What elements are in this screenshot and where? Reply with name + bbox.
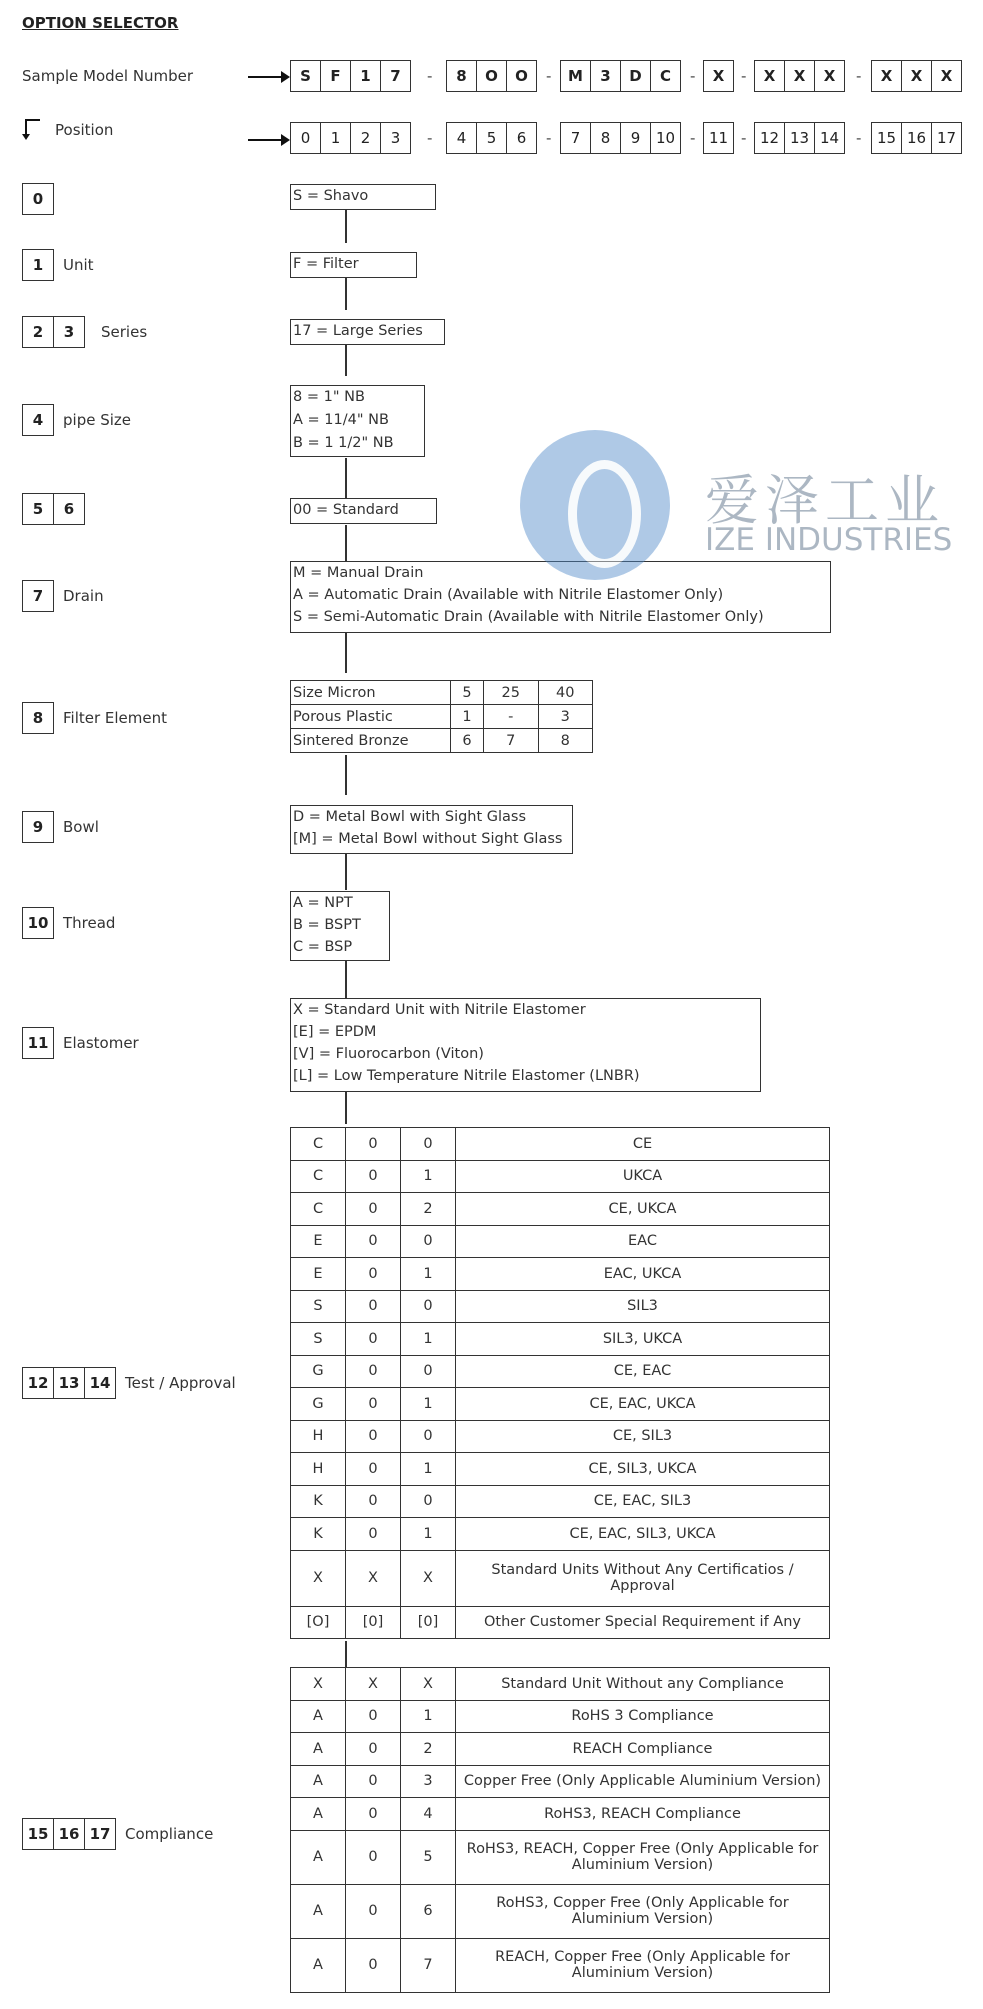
position-number: 17 xyxy=(89,1825,111,1843)
page-title: OPTION SELECTOR xyxy=(22,14,179,32)
table-cell: H xyxy=(291,1453,346,1486)
compliance-table xyxy=(290,1667,830,1993)
table-cell: 0 xyxy=(346,1765,401,1798)
table-row xyxy=(291,1485,830,1518)
code-cell: 7 xyxy=(561,123,591,153)
table-cell: EAC xyxy=(456,1225,830,1258)
option-line: D = Metal Bowl with Sight Glass xyxy=(293,809,527,825)
connector-line xyxy=(345,850,347,890)
table-cell: 0 xyxy=(346,1128,401,1161)
table-cell: 40 xyxy=(538,681,592,705)
table-cell: X xyxy=(291,1668,346,1701)
table-cell: 0 xyxy=(346,1290,401,1323)
position-10-label xyxy=(22,907,115,939)
code-cell: X xyxy=(902,61,932,91)
table-cell: 0 xyxy=(346,1193,401,1226)
connector-line xyxy=(345,960,347,998)
connector-line xyxy=(345,525,347,561)
separator-dash: - xyxy=(546,129,552,147)
table-cell: 0 xyxy=(401,1420,456,1453)
table-row xyxy=(291,1733,830,1766)
connector-line xyxy=(345,344,347,376)
table-cell: 1 xyxy=(401,1258,456,1291)
code-cell: X xyxy=(785,61,815,91)
separator-dash: - xyxy=(741,129,747,147)
code-group xyxy=(703,122,734,154)
table-row xyxy=(291,1290,830,1323)
table-cell: RoHS3, Copper Free (Only Applicable for Aluminium Version) xyxy=(456,1884,830,1938)
code-cell: 5 xyxy=(477,123,507,153)
code-group xyxy=(560,122,681,154)
separator-dash: - xyxy=(741,67,747,85)
table-cell: 0 xyxy=(346,1518,401,1551)
code-cell: X xyxy=(940,67,953,85)
code-group xyxy=(754,122,845,154)
table-cell: CE, EAC, UKCA xyxy=(456,1388,830,1421)
code-group xyxy=(871,60,962,92)
table-row xyxy=(291,1323,830,1356)
table-cell: - xyxy=(484,705,538,729)
table-cell: 0 xyxy=(401,1225,456,1258)
position-5-6-label xyxy=(22,493,85,525)
position-number: 5 xyxy=(23,494,54,524)
table-cell: 1 xyxy=(401,1323,456,1356)
code-cell: 8 xyxy=(591,123,621,153)
table-cell: S xyxy=(291,1323,346,1356)
table-cell: A xyxy=(291,1700,346,1733)
table-cell: 1 xyxy=(451,705,484,729)
option-line: 17 = Large Series xyxy=(293,323,423,339)
code-group xyxy=(560,60,681,92)
position-name: pipe Size xyxy=(63,411,131,429)
position-number: 1 xyxy=(32,256,44,274)
position-7-label xyxy=(22,580,104,612)
table-cell: E xyxy=(291,1225,346,1258)
table-cell: 2 xyxy=(401,1193,456,1226)
option-line: B = BSPT xyxy=(293,917,361,933)
code-cell: 14 xyxy=(819,129,840,147)
table-cell: 25 xyxy=(484,681,538,705)
option-line: B = 1 1/2" NB xyxy=(293,435,394,451)
separator-dash: - xyxy=(427,67,433,85)
position-12-14-label xyxy=(22,1367,236,1399)
code-cell: 10 xyxy=(655,129,676,147)
separator-dash: - xyxy=(427,129,433,147)
table-cell: UKCA xyxy=(456,1160,830,1193)
position-number: 8 xyxy=(32,709,44,727)
table-cell: X xyxy=(291,1550,346,1606)
table-cell: 4 xyxy=(401,1798,456,1831)
table-cell: 5 xyxy=(401,1830,456,1884)
table-cell: SIL3, UKCA xyxy=(456,1323,830,1356)
table-cell: 0 xyxy=(346,1830,401,1884)
position-number: 14 xyxy=(89,1374,111,1392)
shavo-option-box xyxy=(290,184,436,210)
position-number: 6 xyxy=(63,500,75,518)
connector-line xyxy=(345,458,347,500)
position-number: 13 xyxy=(54,1368,85,1398)
table-row xyxy=(291,1420,830,1453)
table-cell: 0 xyxy=(401,1128,456,1161)
table-row xyxy=(291,1606,830,1639)
table-row xyxy=(291,1830,830,1884)
code-cell: X xyxy=(872,61,902,91)
position-arrow-icon xyxy=(248,139,288,141)
table-cell: 0 xyxy=(401,1290,456,1323)
option-line: S = Shavo xyxy=(293,188,369,204)
code-group xyxy=(446,122,537,154)
code-cell: D xyxy=(621,61,651,91)
table-cell: Standard Unit Without any Compliance xyxy=(456,1668,830,1701)
position-8-label xyxy=(22,702,167,734)
table-cell: A xyxy=(291,1938,346,1992)
table-row xyxy=(291,1938,830,1992)
table-cell: SIL3 xyxy=(456,1290,830,1323)
bowl-option-box xyxy=(290,805,573,854)
option-line: [E] = EPDM xyxy=(293,1024,377,1040)
table-cell: S xyxy=(291,1290,346,1323)
table-cell: 1 xyxy=(401,1388,456,1421)
table-row xyxy=(291,1700,830,1733)
table-cell: Other Customer Special Requirement if Any xyxy=(456,1606,830,1639)
separator-dash: - xyxy=(546,67,552,85)
option-line: A = NPT xyxy=(293,895,353,911)
connector-line xyxy=(345,1092,347,1124)
position-name: Compliance xyxy=(125,1825,214,1843)
table-cell: A xyxy=(291,1884,346,1938)
table-cell: 0 xyxy=(346,1453,401,1486)
code-cell: 4 xyxy=(447,123,477,153)
position-number: 4 xyxy=(32,411,44,429)
code-cell: 3 xyxy=(591,61,621,91)
position-number: 12 xyxy=(23,1368,54,1398)
table-cell: CE, SIL3, UKCA xyxy=(456,1453,830,1486)
code-cell: 7 xyxy=(390,67,401,85)
elastomer-option-box xyxy=(290,998,761,1092)
table-cell: 6 xyxy=(401,1884,456,1938)
option-line: S = Semi-Automatic Drain (Available with Nitrile Elastomer Only) xyxy=(293,609,764,625)
table-row xyxy=(291,1225,830,1258)
table-cell: A xyxy=(291,1830,346,1884)
table-row xyxy=(291,1355,830,1388)
table-cell: Copper Free (Only Applicable Aluminium Version) xyxy=(456,1765,830,1798)
code-cell: M xyxy=(561,61,591,91)
table-cell: 0 xyxy=(346,1160,401,1193)
position-1-label xyxy=(22,249,94,281)
table-cell: 8 xyxy=(538,729,592,753)
table-cell: 0 xyxy=(346,1700,401,1733)
code-cell: X xyxy=(755,61,785,91)
option-line: X = Standard Unit with Nitrile Elastomer xyxy=(293,1002,586,1018)
position-label: Position xyxy=(55,121,114,139)
table-cell: K xyxy=(291,1485,346,1518)
position-number: 15 xyxy=(23,1819,54,1849)
table-cell: 0 xyxy=(346,1485,401,1518)
code-group xyxy=(871,122,962,154)
table-cell: CE, EAC xyxy=(456,1355,830,1388)
table-cell: 0 xyxy=(401,1485,456,1518)
option-line: A = 11/4" NB xyxy=(293,412,389,428)
position-corner-arrow-icon xyxy=(22,118,38,140)
position-9-label xyxy=(22,811,99,843)
table-cell: [O] xyxy=(291,1606,346,1639)
connector-line xyxy=(345,633,347,673)
code-cell: 17 xyxy=(936,129,957,147)
code-group xyxy=(446,60,537,92)
code-cell: 2 xyxy=(351,123,381,153)
watermark-en: IZE INDUSTRIES xyxy=(705,522,953,558)
option-line: F = Filter xyxy=(293,256,359,272)
table-cell: REACH Compliance xyxy=(456,1733,830,1766)
code-cell: O xyxy=(515,67,528,85)
table-row xyxy=(291,1453,830,1486)
table-cell: G xyxy=(291,1355,346,1388)
code-cell: 9 xyxy=(621,123,651,153)
option-line: 8 = 1" NB xyxy=(293,389,365,405)
table-row xyxy=(291,1550,830,1606)
option-line: 00 = Standard xyxy=(293,502,399,518)
position-number: 2 xyxy=(23,317,54,347)
option-line: [L] = Low Temperature Nitrile Elastomer (LNBR) xyxy=(293,1068,640,1084)
position-0-label xyxy=(22,183,54,215)
sample-arrow-icon xyxy=(248,76,288,78)
connector-line xyxy=(345,210,347,243)
position-11-label xyxy=(22,1027,139,1059)
table-row xyxy=(291,681,593,705)
position-number: 9 xyxy=(32,818,44,836)
code-cell: S xyxy=(291,61,321,91)
option-line: A = Automatic Drain (Available with Nitrile Elastomer Only) xyxy=(293,587,724,603)
table-cell: 0 xyxy=(346,1225,401,1258)
position-name: Test / Approval xyxy=(125,1374,236,1392)
option-line: [V] = Fluorocarbon (Viton) xyxy=(293,1046,484,1062)
table-cell: 0 xyxy=(346,1938,401,1992)
table-cell: 5 xyxy=(451,681,484,705)
table-cell: CE, SIL3 xyxy=(456,1420,830,1453)
standard-option-box xyxy=(290,498,437,524)
table-cell: EAC, UKCA xyxy=(456,1258,830,1291)
table-row xyxy=(291,1765,830,1798)
table-cell: 0 xyxy=(346,1355,401,1388)
code-cell: 11 xyxy=(708,129,729,147)
table-cell: A xyxy=(291,1765,346,1798)
option-line: M = Manual Drain xyxy=(293,565,424,581)
table-cell: 7 xyxy=(484,729,538,753)
pipe-size-option-box xyxy=(290,385,425,457)
table-cell: 0 xyxy=(346,1323,401,1356)
code-cell: 1 xyxy=(321,123,351,153)
table-cell: CE, UKCA xyxy=(456,1193,830,1226)
table-cell: 1 xyxy=(401,1700,456,1733)
filter-element-table xyxy=(290,680,593,753)
code-cell: 3 xyxy=(390,129,401,147)
position-name: Series xyxy=(101,323,148,341)
code-group xyxy=(703,60,734,92)
table-cell: 0 xyxy=(346,1884,401,1938)
position-name: Elastomer xyxy=(63,1034,139,1052)
table-cell: G xyxy=(291,1388,346,1421)
table-cell: 1 xyxy=(401,1518,456,1551)
table-cell: C xyxy=(291,1128,346,1161)
table-row xyxy=(291,1388,830,1421)
table-cell: X xyxy=(401,1668,456,1701)
table-cell: 0 xyxy=(346,1798,401,1831)
table-cell: C xyxy=(291,1193,346,1226)
position-2-3-label xyxy=(22,316,147,348)
position-number: 0 xyxy=(32,190,44,208)
code-cell: X xyxy=(712,67,725,85)
table-cell: 6 xyxy=(451,729,484,753)
position-4-label xyxy=(22,404,131,436)
table-cell: X xyxy=(401,1550,456,1606)
separator-dash: - xyxy=(856,129,862,147)
table-cell: CE, EAC, SIL3 xyxy=(456,1485,830,1518)
table-row xyxy=(291,705,593,729)
code-cell: 13 xyxy=(785,123,815,153)
thread-option-box xyxy=(290,891,390,961)
position-number: 11 xyxy=(27,1034,49,1052)
table-cell: C xyxy=(291,1160,346,1193)
table-cell: A xyxy=(291,1798,346,1831)
table-cell: [0] xyxy=(401,1606,456,1639)
code-cell: O xyxy=(477,61,507,91)
position-name: Bowl xyxy=(63,818,99,836)
code-cell: 6 xyxy=(516,129,527,147)
code-cell: 8 xyxy=(447,61,477,91)
option-line: [M] = Metal Bowl without Sight Glass xyxy=(293,831,563,847)
table-row xyxy=(291,1668,830,1701)
table-row xyxy=(291,1258,830,1291)
table-cell: E xyxy=(291,1258,346,1291)
code-cell: 16 xyxy=(902,123,932,153)
separator-dash: - xyxy=(856,67,862,85)
table-cell: 0 xyxy=(401,1355,456,1388)
position-name: Filter Element xyxy=(63,709,168,727)
position-15-17-label xyxy=(22,1818,213,1850)
table-cell: Size Micron xyxy=(291,681,451,705)
table-cell: Sintered Bronze xyxy=(291,729,451,753)
table-cell: Standard Units Without Any Certificatios / Approval xyxy=(456,1550,830,1606)
position-number: 10 xyxy=(27,914,49,932)
position-name: Unit xyxy=(63,256,94,274)
watermark-logo-icon xyxy=(520,430,670,580)
table-cell: A xyxy=(291,1733,346,1766)
code-cell: X xyxy=(823,67,836,85)
table-cell: X xyxy=(346,1550,401,1606)
code-group xyxy=(290,122,411,154)
option-line: C = BSP xyxy=(293,939,353,955)
separator-dash: - xyxy=(690,129,696,147)
position-name: Drain xyxy=(63,587,104,605)
table-cell: 0 xyxy=(346,1733,401,1766)
code-cell: 1 xyxy=(351,61,381,91)
series-option-box xyxy=(290,319,445,345)
test-approval-table xyxy=(290,1127,830,1639)
table-cell: K xyxy=(291,1518,346,1551)
table-cell: RoHS3, REACH Compliance xyxy=(456,1798,830,1831)
code-cell: 15 xyxy=(872,123,902,153)
table-row xyxy=(291,1128,830,1161)
table-cell: 7 xyxy=(401,1938,456,1992)
table-cell: CE xyxy=(456,1128,830,1161)
table-cell: RoHS 3 Compliance xyxy=(456,1700,830,1733)
table-cell: RoHS3, REACH, Copper Free (Only Applicable for Aluminium Version) xyxy=(456,1830,830,1884)
table-cell: 2 xyxy=(401,1733,456,1766)
table-cell: H xyxy=(291,1420,346,1453)
table-row xyxy=(291,1884,830,1938)
sample-model-label: Sample Model Number xyxy=(22,67,194,85)
table-row xyxy=(291,1518,830,1551)
code-cell: C xyxy=(659,67,671,85)
table-cell: 3 xyxy=(401,1765,456,1798)
position-number: 16 xyxy=(54,1819,85,1849)
separator-dash: - xyxy=(690,67,696,85)
table-cell: 0 xyxy=(346,1258,401,1291)
code-cell: 0 xyxy=(291,123,321,153)
table-row xyxy=(291,729,593,753)
watermark-cn: 爱泽工业 xyxy=(705,469,945,532)
unit-option-box xyxy=(290,252,417,278)
position-number: 3 xyxy=(63,323,75,341)
position-name: Thread xyxy=(63,914,116,932)
code-cell: 12 xyxy=(755,123,785,153)
connector-line xyxy=(345,755,347,795)
table-cell: 0 xyxy=(346,1388,401,1421)
code-cell: F xyxy=(321,61,351,91)
table-cell: 1 xyxy=(401,1160,456,1193)
connector-line xyxy=(345,278,347,310)
table-cell: 0 xyxy=(346,1420,401,1453)
table-row xyxy=(291,1160,830,1193)
position-number: 7 xyxy=(32,587,44,605)
table-cell: 3 xyxy=(538,705,592,729)
table-row xyxy=(291,1798,830,1831)
table-cell: X xyxy=(346,1668,401,1701)
table-cell: REACH, Copper Free (Only Applicable for Aluminium Version) xyxy=(456,1938,830,1992)
table-row xyxy=(291,1193,830,1226)
table-cell: 1 xyxy=(401,1453,456,1486)
code-group xyxy=(290,60,411,92)
table-cell: Porous Plastic xyxy=(291,705,451,729)
table-cell: [0] xyxy=(346,1606,401,1639)
table-cell: CE, EAC, SIL3, UKCA xyxy=(456,1518,830,1551)
code-group xyxy=(754,60,845,92)
